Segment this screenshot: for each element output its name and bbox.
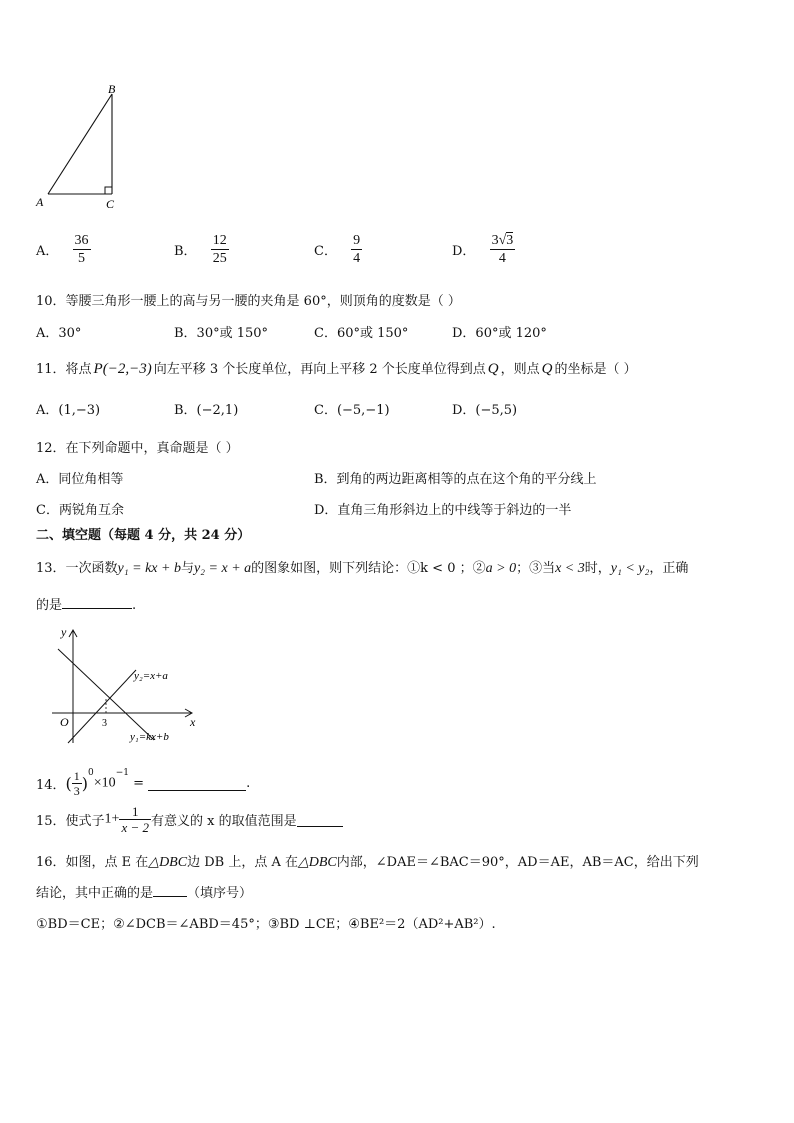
numerator: 9 — [353, 233, 361, 248]
section-title-fill-in: 二、填空题（每题 4 分，共 24 分） — [36, 528, 251, 543]
q11-option-c[interactable]: C．(−5,−1) — [314, 403, 390, 418]
q9-option-b[interactable] — [174, 232, 229, 267]
condition-a: a > 0 — [485, 561, 517, 576]
radicand: 3 — [506, 233, 514, 248]
option-label: C． — [314, 244, 337, 259]
option-label: B． — [174, 244, 197, 259]
equation-y1: y₁ = kx + b — [117, 561, 181, 576]
numerator: 36 — [74, 233, 89, 248]
q11-stem-part2: 向左平移 3 个长度单位，再向上平移 2 个长度单位得到点 — [153, 362, 486, 377]
vertex-label-b: B — [108, 82, 116, 96]
denominator: 4 — [353, 251, 361, 266]
q10-stem: 10．等腰三角形一腰上的高与另一腰的夹角是 60°，则顶角的度数是（ ） — [36, 294, 461, 309]
right-angle-mark — [105, 187, 112, 194]
fraction — [119, 804, 151, 835]
q13-stem-part2: 与 — [180, 561, 194, 576]
q13-stem-part4: ；③当 — [516, 561, 556, 576]
radical-coefficient: 3 — [491, 233, 499, 248]
fraction — [490, 232, 516, 267]
comparison-y: y₁ < y₂ — [610, 561, 650, 576]
q16-line-3: ①BD＝CE；②∠DCB＝∠ABD＝45°；③BD ⊥CE；④BE²＝2（AD²+AB²）. — [36, 917, 496, 932]
fraction — [351, 232, 362, 267]
q10-option-d[interactable]: D．60°或 120° — [452, 326, 547, 341]
point-q: Q — [541, 361, 553, 377]
q16-text-e: （填序号） — [187, 886, 253, 901]
numerator: 1 — [119, 804, 151, 820]
triangle-dbc: △DBC — [148, 855, 188, 870]
side-ab — [48, 94, 112, 194]
option-label: D． — [452, 244, 476, 259]
point-q: Q — [487, 361, 499, 377]
equation-y2: y₂ = x + a — [193, 561, 252, 576]
q13-stem-part3: 的图象如图，则下列结论：①k < 0 ；② — [251, 561, 486, 576]
numerator: 12 — [212, 233, 227, 248]
triangle-dbc: △DBC — [297, 855, 337, 870]
q15 — [36, 804, 343, 835]
q10-option-c[interactable]: C．60°或 150° — [314, 326, 409, 341]
q13-stem — [36, 557, 688, 577]
radical-sign: √ — [498, 233, 507, 248]
q13-line2-text: 的是 — [36, 598, 63, 613]
q15-text: 15．使式子 — [36, 814, 105, 829]
q12-option-c[interactable]: C．两锐角互余 — [36, 503, 124, 518]
q12-stem: 12．在下列命题中，真命题是（ ） — [36, 441, 239, 456]
denominator: 4 — [498, 251, 506, 266]
q15-rest: 有意义的 x 的取值范围是 — [151, 814, 297, 829]
times-ten: ×10 — [93, 775, 116, 791]
q16-line-1 — [36, 851, 699, 871]
condition-x: x < 3 — [555, 561, 585, 576]
q11-stem-part4: 的坐标是（ ） — [554, 362, 637, 377]
axis-label-x: x — [190, 715, 196, 729]
q12-option-b[interactable]: B．到角的两边距离相等的点在这个角的平分线上 — [314, 472, 597, 487]
linear-function-graph — [44, 622, 214, 750]
tick-label-3: 3 — [102, 718, 107, 729]
q11-stem — [36, 358, 637, 378]
vertex-label-a: A — [36, 195, 44, 209]
q12-option-a[interactable]: A．同位角相等 — [36, 472, 124, 487]
line-y2-increasing — [68, 670, 136, 743]
numerator — [490, 232, 516, 250]
line-label-y2: y₂=x+a — [134, 670, 168, 682]
q11-option-a[interactable]: A．(1,−3) — [36, 403, 101, 418]
answer-blank[interactable] — [62, 595, 132, 609]
answer-blank[interactable] — [153, 883, 187, 897]
answer-blank[interactable] — [148, 777, 246, 791]
q16-text-c: 内部，∠DAE＝∠BAC＝90°，AD＝AE，AB＝AC，给出下列 — [336, 855, 699, 870]
q16-text-d: 结论，其中正确的是 — [36, 886, 154, 901]
q11-stem-part3: ，则点 — [500, 362, 540, 377]
q13-answer-line — [36, 594, 136, 613]
q10-option-a[interactable]: A．30° — [36, 326, 82, 341]
vertex-label-c: C — [106, 197, 115, 211]
q16-text-b: 边 DB 上，点 A 在 — [187, 855, 298, 870]
q11-option-b[interactable]: B．(−2,1) — [174, 403, 239, 418]
q13-stem-part5: 时， — [584, 561, 611, 576]
exponent-neg-one: −1 — [115, 768, 129, 778]
equals-sign: = — [128, 776, 149, 791]
denominator: 5 — [78, 251, 86, 266]
denominator: 25 — [212, 251, 227, 266]
q16-text-a: 16．如图，点 E 在 — [36, 855, 149, 870]
q14-end: . — [246, 776, 251, 791]
q11-stem-part1: 11．将点 — [36, 362, 92, 377]
exponent-zero: 0 — [88, 768, 94, 778]
paren-close: ) — [81, 774, 89, 793]
one-plus: 1+ — [104, 811, 120, 827]
q13-end: . — [132, 598, 137, 613]
answer-blank[interactable] — [297, 813, 343, 827]
q9-option-a[interactable] — [36, 232, 91, 267]
right-triangle-figure — [30, 78, 130, 218]
fraction — [72, 769, 82, 798]
q16-line-2 — [36, 882, 252, 901]
q9-option-c[interactable] — [314, 232, 362, 267]
denominator: 3 — [73, 784, 80, 798]
numerator: 1 — [73, 769, 80, 783]
line-label-y1: y₁=kx+b — [130, 731, 169, 743]
q14 — [36, 768, 250, 798]
paren-open: ( — [65, 774, 72, 793]
q12-option-d[interactable]: D．直角三角形斜边上的中线等于斜边的一半 — [314, 503, 572, 518]
axis-label-y: y — [61, 625, 67, 639]
q9-option-d[interactable] — [452, 232, 515, 267]
fraction — [73, 232, 91, 267]
q10-option-b[interactable]: B．30°或 150° — [174, 326, 269, 341]
point-p: P(−2,−3) — [93, 361, 152, 377]
option-label: A． — [36, 244, 59, 259]
fraction — [211, 232, 229, 267]
q11-option-d[interactable]: D．(−5,5) — [452, 403, 518, 418]
q13-stem-part6: ，正确 — [649, 561, 689, 576]
q14-number: 14． — [36, 778, 66, 793]
origin-label: O — [60, 715, 69, 729]
denominator: x − 2 — [121, 820, 149, 835]
q13-stem-part1: 13．一次函数 — [36, 561, 118, 576]
